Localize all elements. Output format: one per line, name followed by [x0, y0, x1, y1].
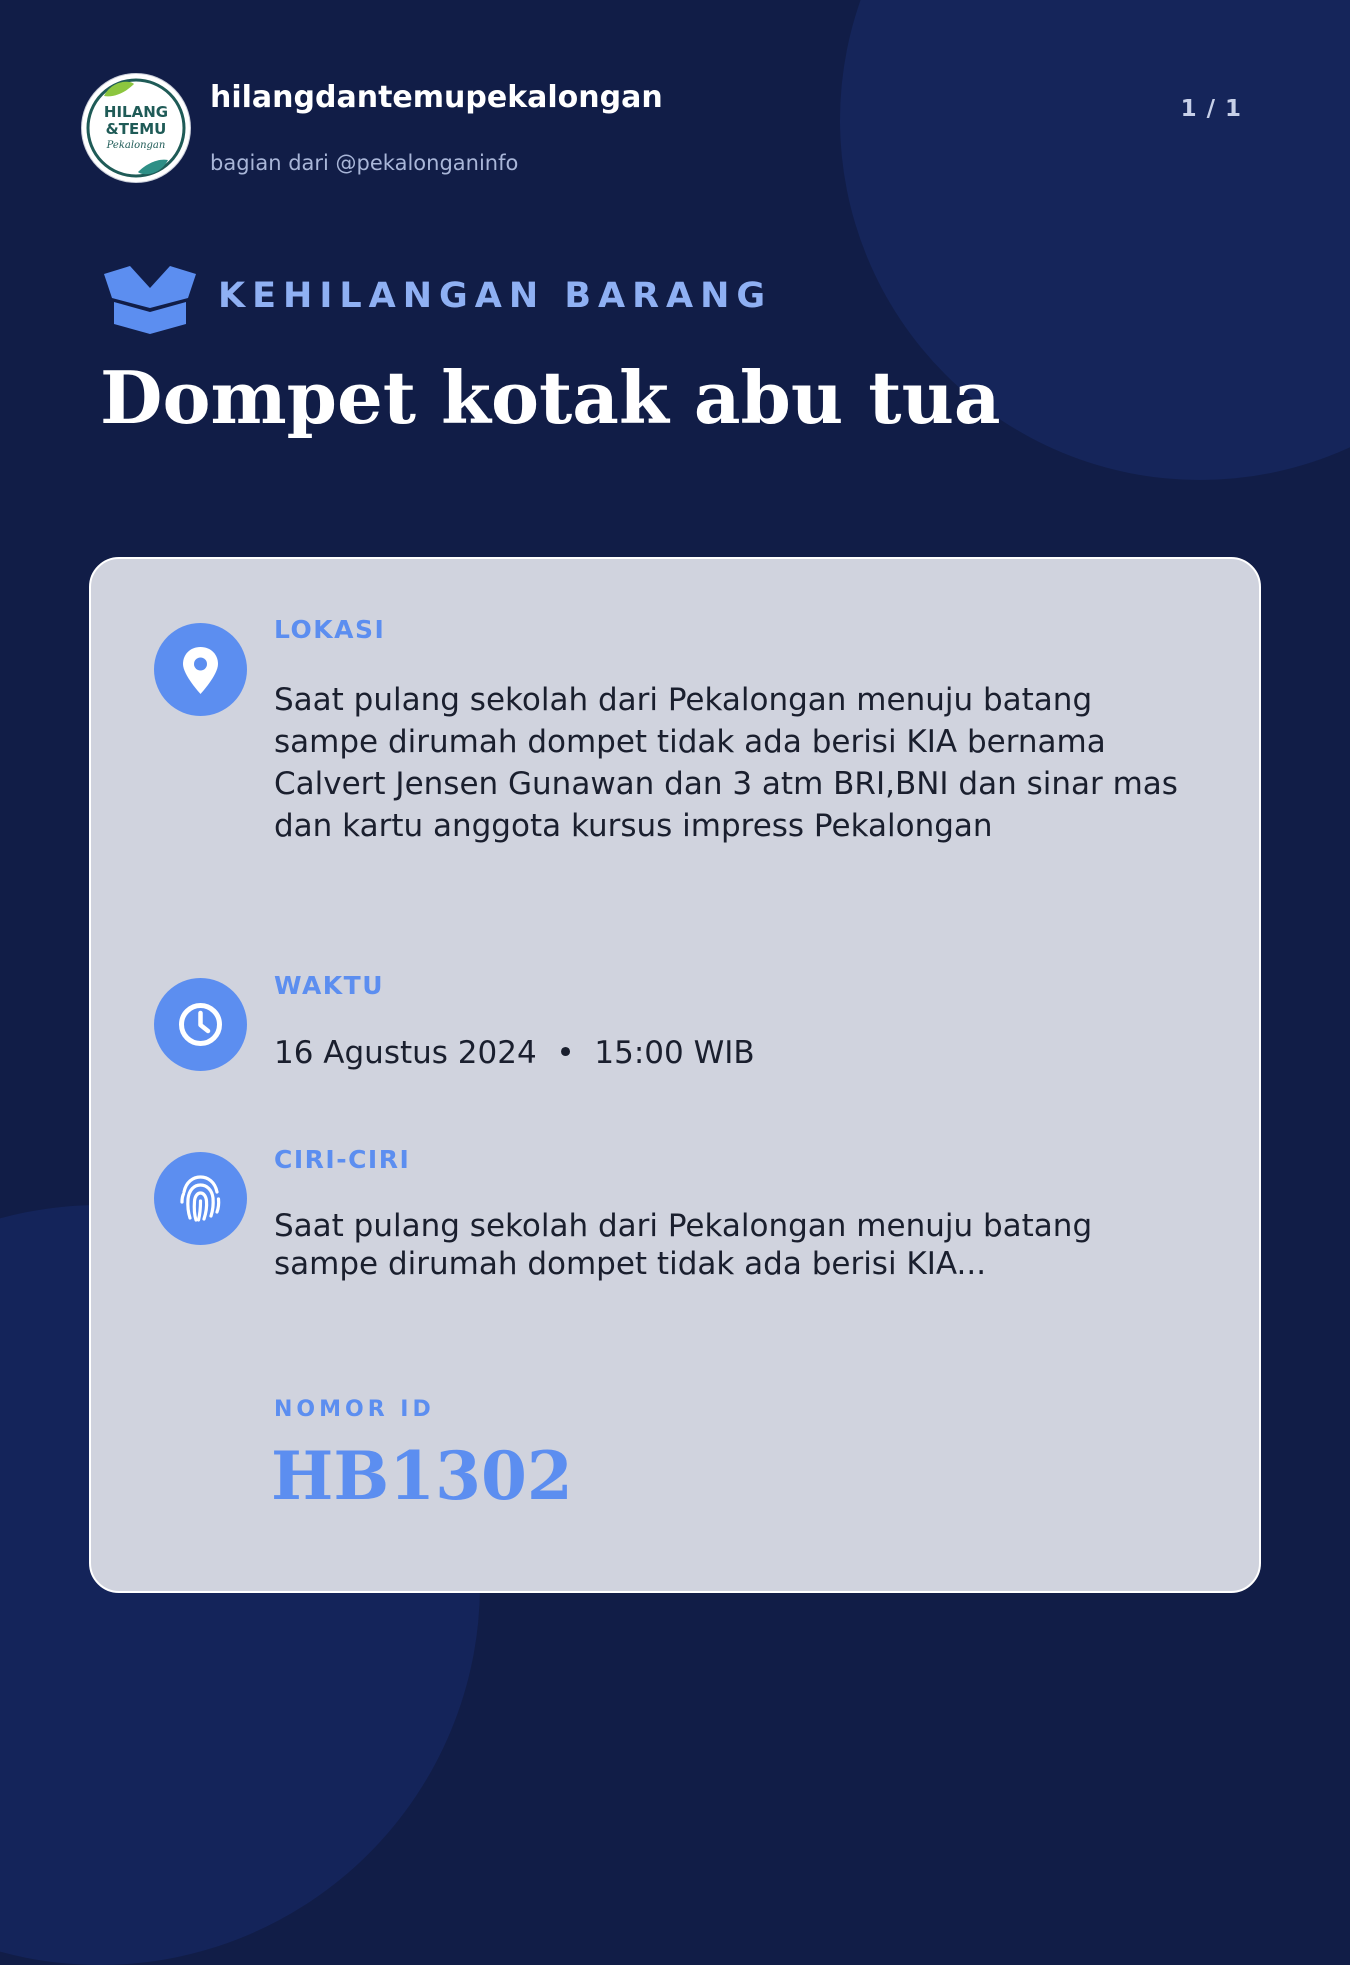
clock-icon: [154, 978, 247, 1071]
page-title: Dompet kotak abu tua: [100, 355, 1001, 440]
waktu-label: WAKTU: [274, 971, 385, 1000]
account-logo[interactable]: [82, 74, 190, 182]
account-username[interactable]: hilangdantemupekalongan: [210, 80, 663, 115]
nomor-id-value: HB1302: [271, 1437, 573, 1515]
ciri-ciri-label: CIRI-CIRI: [274, 1145, 411, 1174]
account-subline: bagian dari @pekalonganinfo: [210, 151, 519, 175]
svg-text:&TEMU: &TEMU: [105, 120, 167, 138]
lokasi-label: LOKASI: [274, 615, 386, 644]
svg-text:Pekalongan: Pekalongan: [106, 140, 166, 151]
hilang-temu-logo-icon: [82, 74, 190, 182]
lokasi-text: Saat pulang sekolah dari Pekalongan menuju batang sampe dirumah dompet tidak ada berisi KIA bernama Calvert Jensen Gunawan dan 3 atm BRI,BNI dan sinar mas dan kartu anggota kursus impress Pekalongan: [274, 682, 1178, 844]
fingerprint-icon: [154, 1152, 247, 1245]
ciri-ciri-text: Saat pulang sekolah dari Pekalongan menuju batang sampe dirumah dompet tidak ada berisi KIA...: [274, 1208, 1093, 1282]
details-card: [89, 557, 1261, 1593]
category-label: KEHILANGAN BARANG: [218, 276, 773, 316]
svg-text:HILANG: HILANG: [103, 103, 169, 121]
nomor-id-label: NOMOR ID: [274, 1397, 435, 1422]
waktu-text: 16 Agustus 2024 • 15:00 WIB: [274, 1035, 755, 1071]
page-indicator: 1 / 1: [1180, 96, 1242, 122]
map-pin-icon: [154, 623, 247, 716]
post-header: [82, 74, 1272, 184]
open-box-icon: [102, 264, 198, 336]
